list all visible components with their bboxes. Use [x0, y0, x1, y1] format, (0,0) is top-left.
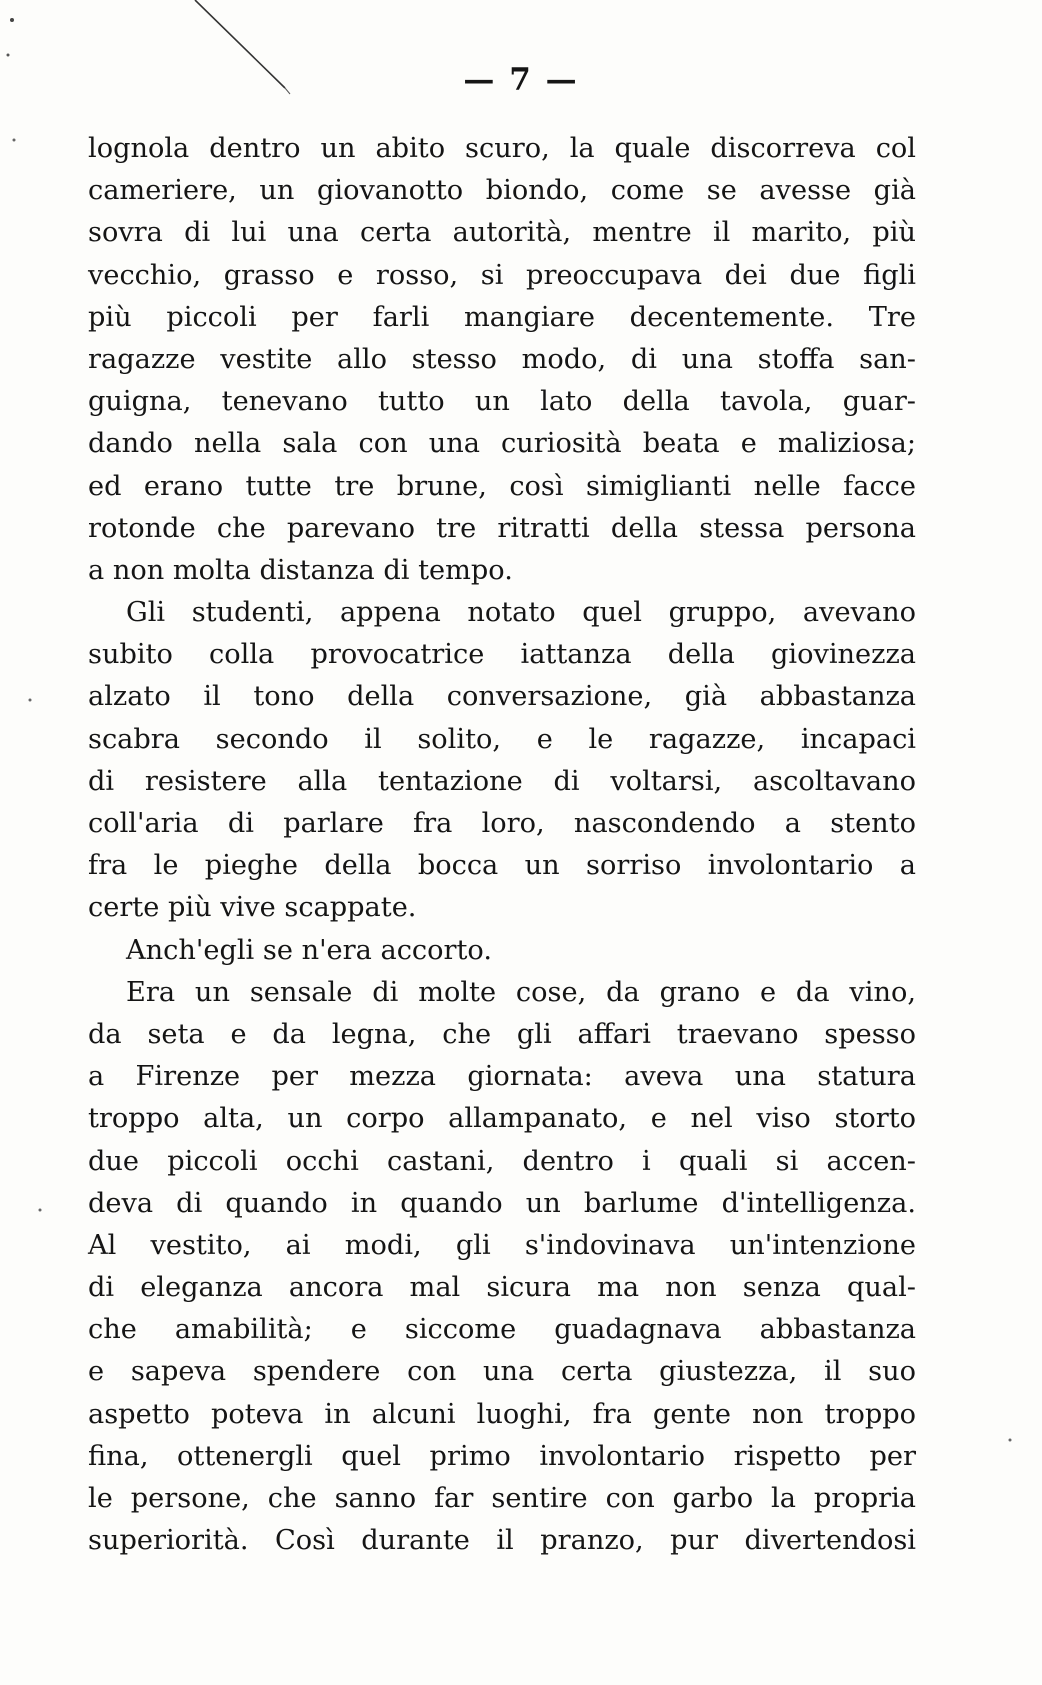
text-line: di eleganza ancora mal sicura ma non senza qual- — [88, 1272, 916, 1304]
text-line: che amabilità; e siccome guadagnava abbastanza — [88, 1314, 916, 1346]
text-line: troppo alta, un corpo allampanato, e nel viso storto — [88, 1103, 916, 1135]
text-line: a non molta distanza di tempo. — [88, 554, 513, 586]
text-line: dando nella sala con una curiosità beata e maliziosa; — [88, 428, 916, 460]
text-line: sovra di lui una certa autorità, mentre il marito, più — [88, 217, 916, 249]
text-line: di resistere alla tentazione di voltarsi, ascoltavano — [88, 765, 916, 797]
text-line: Era un sensale di molte cose, da grano e da vino, — [126, 976, 916, 1008]
text-line: da seta e da legna, che gli affari traevano spesso — [88, 1018, 916, 1050]
text-line: fina, ottenergli quel primo involontario rispetto per — [88, 1440, 916, 1472]
text-line: lognola dentro un abito scuro, la quale discorreva col — [88, 133, 916, 164]
text-line: Gli studenti, appena notato quel gruppo, avevano — [126, 597, 916, 629]
text-line: Anch'egli se n'era accorto. — [126, 934, 492, 966]
text-line: guigna, tenevano tutto un lato della tavola, guar- — [88, 386, 916, 418]
text-line: fra le pieghe della bocca un sorriso involontario a — [88, 850, 916, 882]
text-line: più piccoli per farli mangiare decentemente. Tre — [88, 301, 916, 333]
body-text — [88, 128, 916, 1562]
text-line: e sapeva spendere con una certa giustezza, il suo — [88, 1356, 916, 1388]
text-line: ed erano tutte tre brune, così simiglianti nelle facce — [88, 470, 916, 502]
text-line: superiorità. Così durante il pranzo, pur divertendosi — [88, 1525, 916, 1557]
page-number: — 7 — — [463, 62, 579, 98]
text-line: aspetto poteva in alcuni luoghi, fra gente non troppo — [88, 1398, 916, 1430]
text-line: due piccoli occhi castani, dentro i quali si accen- — [88, 1145, 916, 1177]
text-line: vecchio, grasso e rosso, si preoccupava dei due figli — [88, 259, 916, 291]
text-line: coll'aria di parlare fra loro, nascondendo a stento — [88, 808, 916, 839]
text-line: certe più vive scappate. — [88, 892, 417, 924]
text-line: a Firenze per mezza giornata: aveva una statura — [88, 1061, 916, 1093]
text-line: subito colla provocatrice iattanza della giovinezza — [88, 639, 916, 671]
text-line: cameriere, un giovanotto biondo, come se avesse già — [88, 175, 916, 207]
text-line: scabra secondo il solito, e le ragazze, incapaci — [88, 723, 916, 755]
text-line: ragazze vestite allo stesso modo, di una stoffa san- — [88, 343, 916, 375]
text-line: le persone, che sanno far sentire con garbo la propria — [88, 1483, 916, 1514]
text-line: rotonde che parevano tre ritratti della stessa persona — [88, 512, 916, 544]
text-line: alzato il tono della conversazione, già abbastanza — [88, 681, 916, 713]
text-line: deva di quando in quando un barlume d'intelligenza. — [88, 1187, 916, 1219]
text-line: Al vestito, ai modi, gli s'indovinava un'intenzione — [88, 1229, 916, 1261]
